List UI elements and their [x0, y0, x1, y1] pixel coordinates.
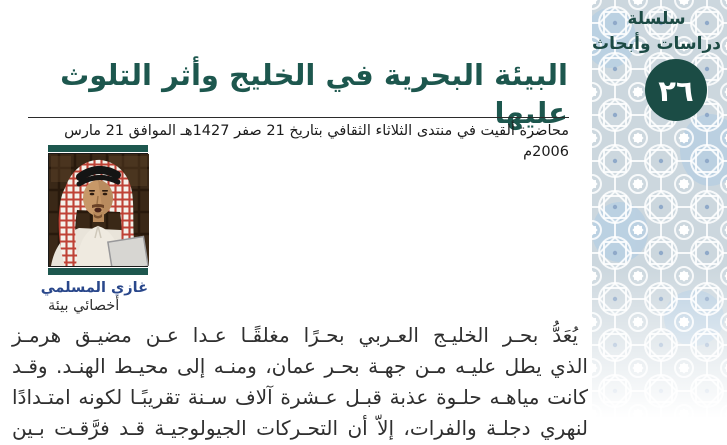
photo-top-bar — [48, 145, 148, 152]
issue-number: ٢٦ — [658, 74, 694, 108]
article-subtitle: محاضرة ألقيت في منتدى الثلاثاء الثقافي بتاريخ 21 صفر 1427هـ الموافق 21 مارس 2006م — [64, 123, 569, 160]
speaker-role: أخصائي بيئة — [48, 298, 120, 314]
speaker-figure — [40, 145, 148, 314]
series-title — [589, 7, 724, 57]
issue-number-badge — [645, 59, 707, 121]
series-title-line1: سلسلة — [627, 9, 686, 29]
speaker-name: غازي المسلمي — [40, 280, 148, 296]
speaker-photo — [48, 153, 148, 267]
title-rule — [28, 117, 569, 118]
article-body — [12, 320, 588, 444]
speaker-portrait-illustration — [49, 154, 149, 266]
article-title: البيئة البحرية في الخليج وأثر التلوث عليها — [60, 58, 568, 130]
series-sidebar — [592, 0, 727, 445]
photo-bottom-bar — [48, 268, 148, 275]
body-line: لنهري دجلـة والفرات، إلاّ أن التحـركات الجيولوجيـة قـد فرَّقـت بـين — [12, 416, 588, 440]
body-line: كانت مياهـه حلـوة عذبة قبـل عـشرة آلاف سـنة تقريبًـا لكونه امتـدادًا — [12, 385, 588, 409]
series-title-line2: دراسات وأبحاث — [592, 34, 721, 54]
body-line: الذي يطل عليـه مـن جهـة بحـر عمان، ومنـه إلى محيـط الهنـد. وقـد — [12, 354, 588, 378]
body-line: يُعَدُّ بحـر الخليـج العـربي بحـرًا مغلقًـا عـدا عـن مضيـق هرمـز — [12, 323, 578, 347]
